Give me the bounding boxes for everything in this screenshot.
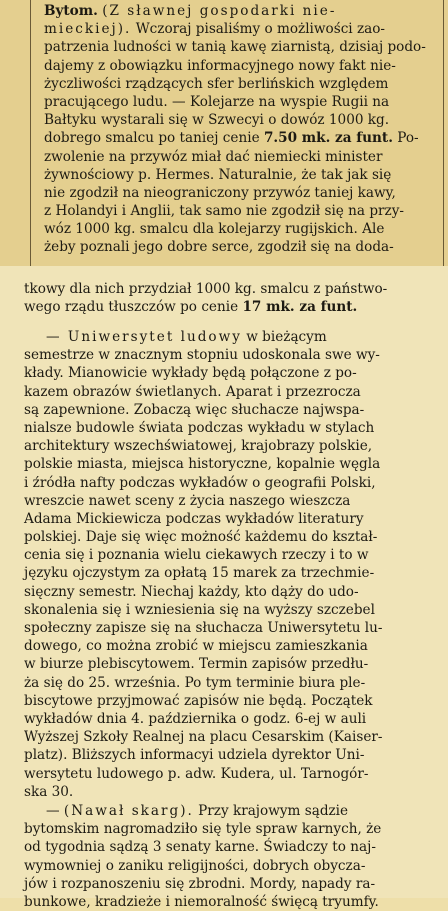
article-folk-university <box>24 328 440 801</box>
text-line: i źródła nafty podczas wykładów o geografii Polski, <box>24 474 376 491</box>
price-highlight: 17 mk. za funt. <box>242 299 358 316</box>
text-line: ża się do 25. września. Po tym terminie biura ple- <box>24 674 366 691</box>
column-rule-right <box>443 0 444 266</box>
article-lard <box>44 2 440 257</box>
text-line: kazem obrazów świetlanych. Aparat i przezrocza <box>24 383 361 400</box>
text-line: pracującego ludu. — Kolejarze na wyspie Rugii na <box>44 93 390 110</box>
text-line: bunkowe, kradzieże i niemoralność święcą tryumfy. <box>24 893 379 910</box>
article-heading: (Nawał skarg). <box>63 803 194 819</box>
text-line: z Holandyi i Anglii, tak samo nie zgodził się na przy- <box>44 203 404 220</box>
text-line: bytomskim nagromadziło się tyle spraw karnych, że <box>24 821 382 838</box>
article-lard-continued <box>24 280 440 316</box>
article-heading: — Uniwersytet ludowy <box>46 329 242 345</box>
text-line: są zapewnione. Zobaczą więc słuchacze najwspa- <box>24 401 365 418</box>
text-line: Adama Mickiewicza podczas wykładów literatury <box>24 510 364 527</box>
text-line: kłady. Mianowicie wykłady będą połączone z po- <box>24 365 357 382</box>
text-line: mieckiej). Wczoraj pisaliśmy o możliwości zao- <box>44 21 386 38</box>
text-line: platz). Bliższych informacyi udziela dyrektor Uni- <box>24 747 365 764</box>
text-line: wersytetu ludowego p. adw. Kudera, ul. Tarnogór- <box>24 765 369 782</box>
text-line: języku ojczystym za opłatą 15 marek za trzechmie- <box>24 565 375 582</box>
text-line: w biurze plebiscytowem. Termin zapisów przedłu- <box>24 656 369 673</box>
text-line: dowego, co można zrobić w miejscu zamieszkania <box>24 638 368 655</box>
text-line: semestrze w znacznym stopniu udoskonala swe wy- <box>24 347 380 364</box>
text-line: biscytowe przyjmować zapisów nie będą. Początek <box>24 692 373 709</box>
text-line: jów i rozpanoszeniu się zbrodni. Mordy, napady ra- <box>24 875 376 892</box>
text-line: Wyższej Szkoły Realnej na placu Cesarskim (Kaiser- <box>24 729 383 746</box>
text-line: wego rządu tłuszczów po cenie 17 mk. za funt. <box>24 299 358 316</box>
price-highlight: 7.50 mk. za funt. <box>263 130 393 147</box>
text-line: dajemy z obowiązku informacyjnego nowy fakt nie- <box>44 57 396 74</box>
text-line: — Uniwersytet ludowy w bieżącym <box>46 329 327 345</box>
place-heading: Bytom. <box>44 3 98 19</box>
text-line: zwolenie na przywóz miał dać niemiecki minister <box>44 148 383 165</box>
text-line: od tygodnia sądzą 3 senaty karne. Świadczy to naj- <box>24 839 376 856</box>
text-line: dobrego smalcu po taniej cenie 7.50 mk. za funt. Po- <box>44 130 419 147</box>
article-heading: (Z sławnej gospodarki nie- <box>102 3 337 19</box>
text-line: architektury wszechświatowej, krajobrazy polskie, <box>24 438 373 455</box>
text-line: patrzenia ludności w tanią kawę ziarnistą, dzisiaj podo- <box>44 39 426 56</box>
clipping-bottom <box>0 266 448 910</box>
text-line: żywnościowy p. Hermes. Naturalnie, że tak jak się <box>44 166 392 183</box>
text-line: tkowy dla nich przydział 1000 kg. smalcu z państwo- <box>24 281 388 297</box>
text-line: wymowniej o zaniku religijności, dobrych obycza- <box>24 857 366 874</box>
text-line: polskie miasta, miejsca historyczne, kopalnie węgla <box>24 456 381 473</box>
text-line: nialsze budowle świata podczas wykładu w stylach <box>24 419 375 436</box>
text-line: — (Nawał skarg). Przy krajowym sądzie <box>46 803 349 819</box>
text-line: żeby poznali jego dobre serce, zgodził się na doda- <box>44 239 394 256</box>
column-rule-left <box>30 0 31 266</box>
text-line: nie zgodził na nieograniczony przywóz taniej kawy, <box>44 184 396 201</box>
clipping-top <box>0 0 448 267</box>
text-line: cenia się i poznania wielu ciekawych rzeczy i to w <box>24 547 369 564</box>
text-line <box>44 2 440 20</box>
text-line: wykładów dnia 4. października o godz. 6-ej w auli <box>24 710 367 727</box>
text-line: skonalenia się i wzniesienia się na wyższy szczebel <box>24 601 375 618</box>
text-line: wreszcie nawet sceny z życia naszego wieszcza <box>24 492 351 509</box>
text-line: Bałtyku wystarali się w Szwecyi o dowóz 1000 kg. <box>44 112 390 129</box>
text-line: życzliwości rządzących sfer berlińskich względem <box>44 75 389 92</box>
text-line: polskiej. Daje się więc możność każdemu do kształ- <box>24 529 378 546</box>
article-complaints <box>24 802 440 911</box>
text-line: ska 30. <box>24 783 74 800</box>
text-line: sięczny semestr. Niechaj każdy, kto dąży do udo- <box>24 583 359 600</box>
text-line: wóz 1000 kg. smalcu dla kolejarzy rugijskich. Ale <box>44 221 385 238</box>
text-line: społeczny zapisze się na słuchacza Uniwersytetu lu- <box>24 620 383 636</box>
article-heading: mieckiej). <box>44 21 132 38</box>
